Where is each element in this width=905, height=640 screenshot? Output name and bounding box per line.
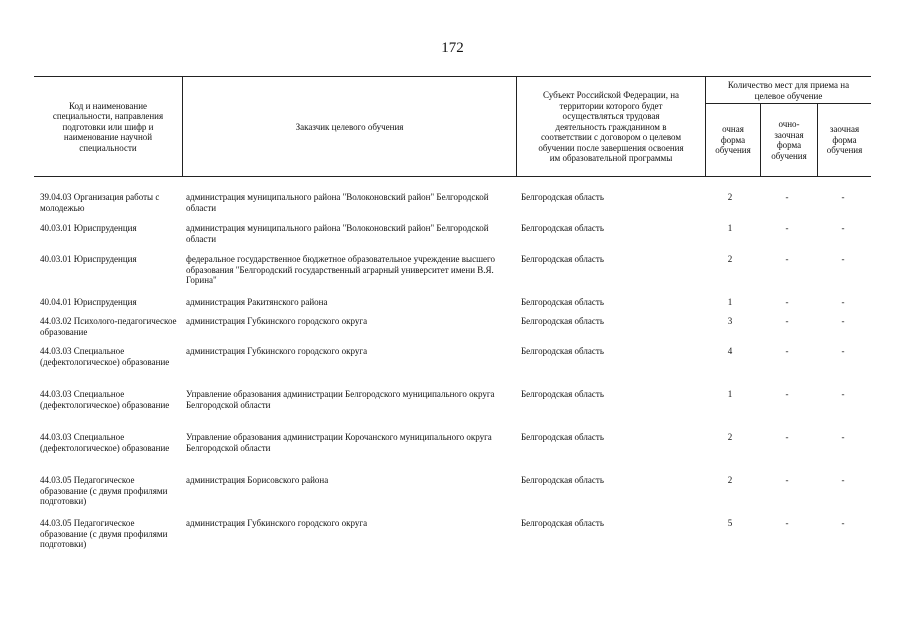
row-correspondence: -	[841, 297, 845, 307]
row-code: 44.03.03 Специальное (дефектологическое) образование	[40, 432, 170, 453]
row-region: Белгородская область	[521, 432, 604, 442]
row-full-time: 3	[727, 316, 733, 326]
row-full-time: 2	[727, 192, 733, 202]
row-full-time: 2	[727, 254, 733, 264]
row-code: 40.03.01 Юриспруденция	[40, 223, 137, 233]
row-correspondence: -	[841, 432, 845, 442]
row-code: 44.03.03 Специальное (дефектологическое) образование	[40, 389, 170, 410]
row-region: Белгородская область	[521, 223, 604, 233]
row-customer: федеральное государственное бюджетное образовательное учреждение высшего образования "Белгородский государственный аграрный университет имени В.Я. Горина"	[186, 254, 495, 285]
row-customer: администрация муниципального района "Волоконовский район" Белгородской области	[186, 192, 489, 213]
row-correspondence: -	[841, 254, 845, 264]
header-full-time: очная форма обучения	[715, 124, 751, 156]
page-number: 172	[441, 40, 464, 56]
row-code: 40.04.01 Юриспруденция	[40, 297, 137, 307]
row-correspondence: -	[841, 223, 845, 233]
row-customer: администрация Губкинского городского округа	[186, 316, 368, 326]
row-part-time: -	[785, 297, 789, 307]
row-customer: администрация Борисовского района	[186, 475, 329, 485]
row-code: 39.04.03 Организация работы с молодежью	[40, 192, 160, 213]
row-correspondence: -	[841, 389, 845, 399]
row-full-time: 2	[727, 475, 733, 485]
row-region: Белгородская область	[521, 297, 604, 307]
row-part-time: -	[785, 223, 789, 233]
row-region: Белгородская область	[521, 346, 604, 356]
row-correspondence: -	[841, 346, 845, 356]
row-customer: администрация Губкинского городского округа	[186, 346, 368, 356]
row-part-time: -	[785, 192, 789, 202]
row-correspondence: -	[841, 316, 845, 326]
table-top-rule	[34, 76, 871, 77]
row-part-time: -	[785, 254, 789, 264]
row-region: Белгородская область	[521, 192, 604, 202]
row-code: 40.03.01 Юриспруденция	[40, 254, 137, 264]
row-part-time: -	[785, 316, 789, 326]
row-code: 44.03.03 Специальное (дефектологическое) образование	[40, 346, 170, 367]
row-correspondence: -	[841, 518, 845, 528]
row-part-time: -	[785, 432, 789, 442]
row-correspondence: -	[841, 192, 845, 202]
row-correspondence: -	[841, 475, 845, 485]
row-full-time: 1	[727, 297, 733, 307]
row-region: Белгородская область	[521, 389, 604, 399]
row-customer: Управление образования администрации Корочанского муниципального округа Белгородской области	[186, 432, 492, 453]
row-customer: администрация Губкинского городского округа	[186, 518, 368, 528]
row-part-time: -	[785, 389, 789, 399]
header-region: Субъект Российской Федерации, на территории которого будет осуществляться трудовая деятельность гражданином в соответствии с договором о целевом обучении после завершения освоения им образовательной программы	[538, 90, 684, 164]
row-region: Белгородская область	[521, 316, 604, 326]
row-part-time: -	[785, 475, 789, 485]
row-code: 44.03.05 Педагогическое образование (с двумя профилями подготовки)	[40, 475, 168, 506]
row-full-time: 1	[727, 389, 733, 399]
header-customer: Заказчик целевого обучения	[295, 121, 404, 132]
row-code: 44.03.05 Педагогическое образование (с двумя профилями подготовки)	[40, 518, 168, 549]
row-region: Белгородская область	[521, 518, 604, 528]
row-part-time: -	[785, 346, 789, 356]
row-region: Белгородская область	[521, 475, 604, 485]
row-full-time: 5	[727, 518, 733, 528]
row-customer: администрация Ракитянского района	[186, 297, 328, 307]
row-customer: администрация муниципального района "Волоконовский район" Белгородской области	[186, 223, 489, 244]
row-part-time: -	[785, 518, 789, 528]
table-header-bottom-rule	[34, 176, 871, 177]
header-part-time: очно-заочная форма обучения	[771, 119, 807, 161]
row-full-time: 1	[727, 223, 733, 233]
header-correspondence: заочная форма обучения	[826, 124, 863, 156]
header-code: Код и наименование специальности, направления подготовки или шифр и наименование научной специальности	[52, 100, 164, 153]
header-places: Количество мест для приема на целевое обучение	[727, 80, 850, 101]
row-full-time: 4	[727, 346, 733, 356]
row-region: Белгородская область	[521, 254, 604, 264]
row-code: 44.03.02 Психолого-педагогическое образование	[40, 316, 177, 337]
row-customer: Управление образования администрации Белгородского муниципального округа Белгородской области	[186, 389, 495, 410]
row-full-time: 2	[727, 432, 733, 442]
